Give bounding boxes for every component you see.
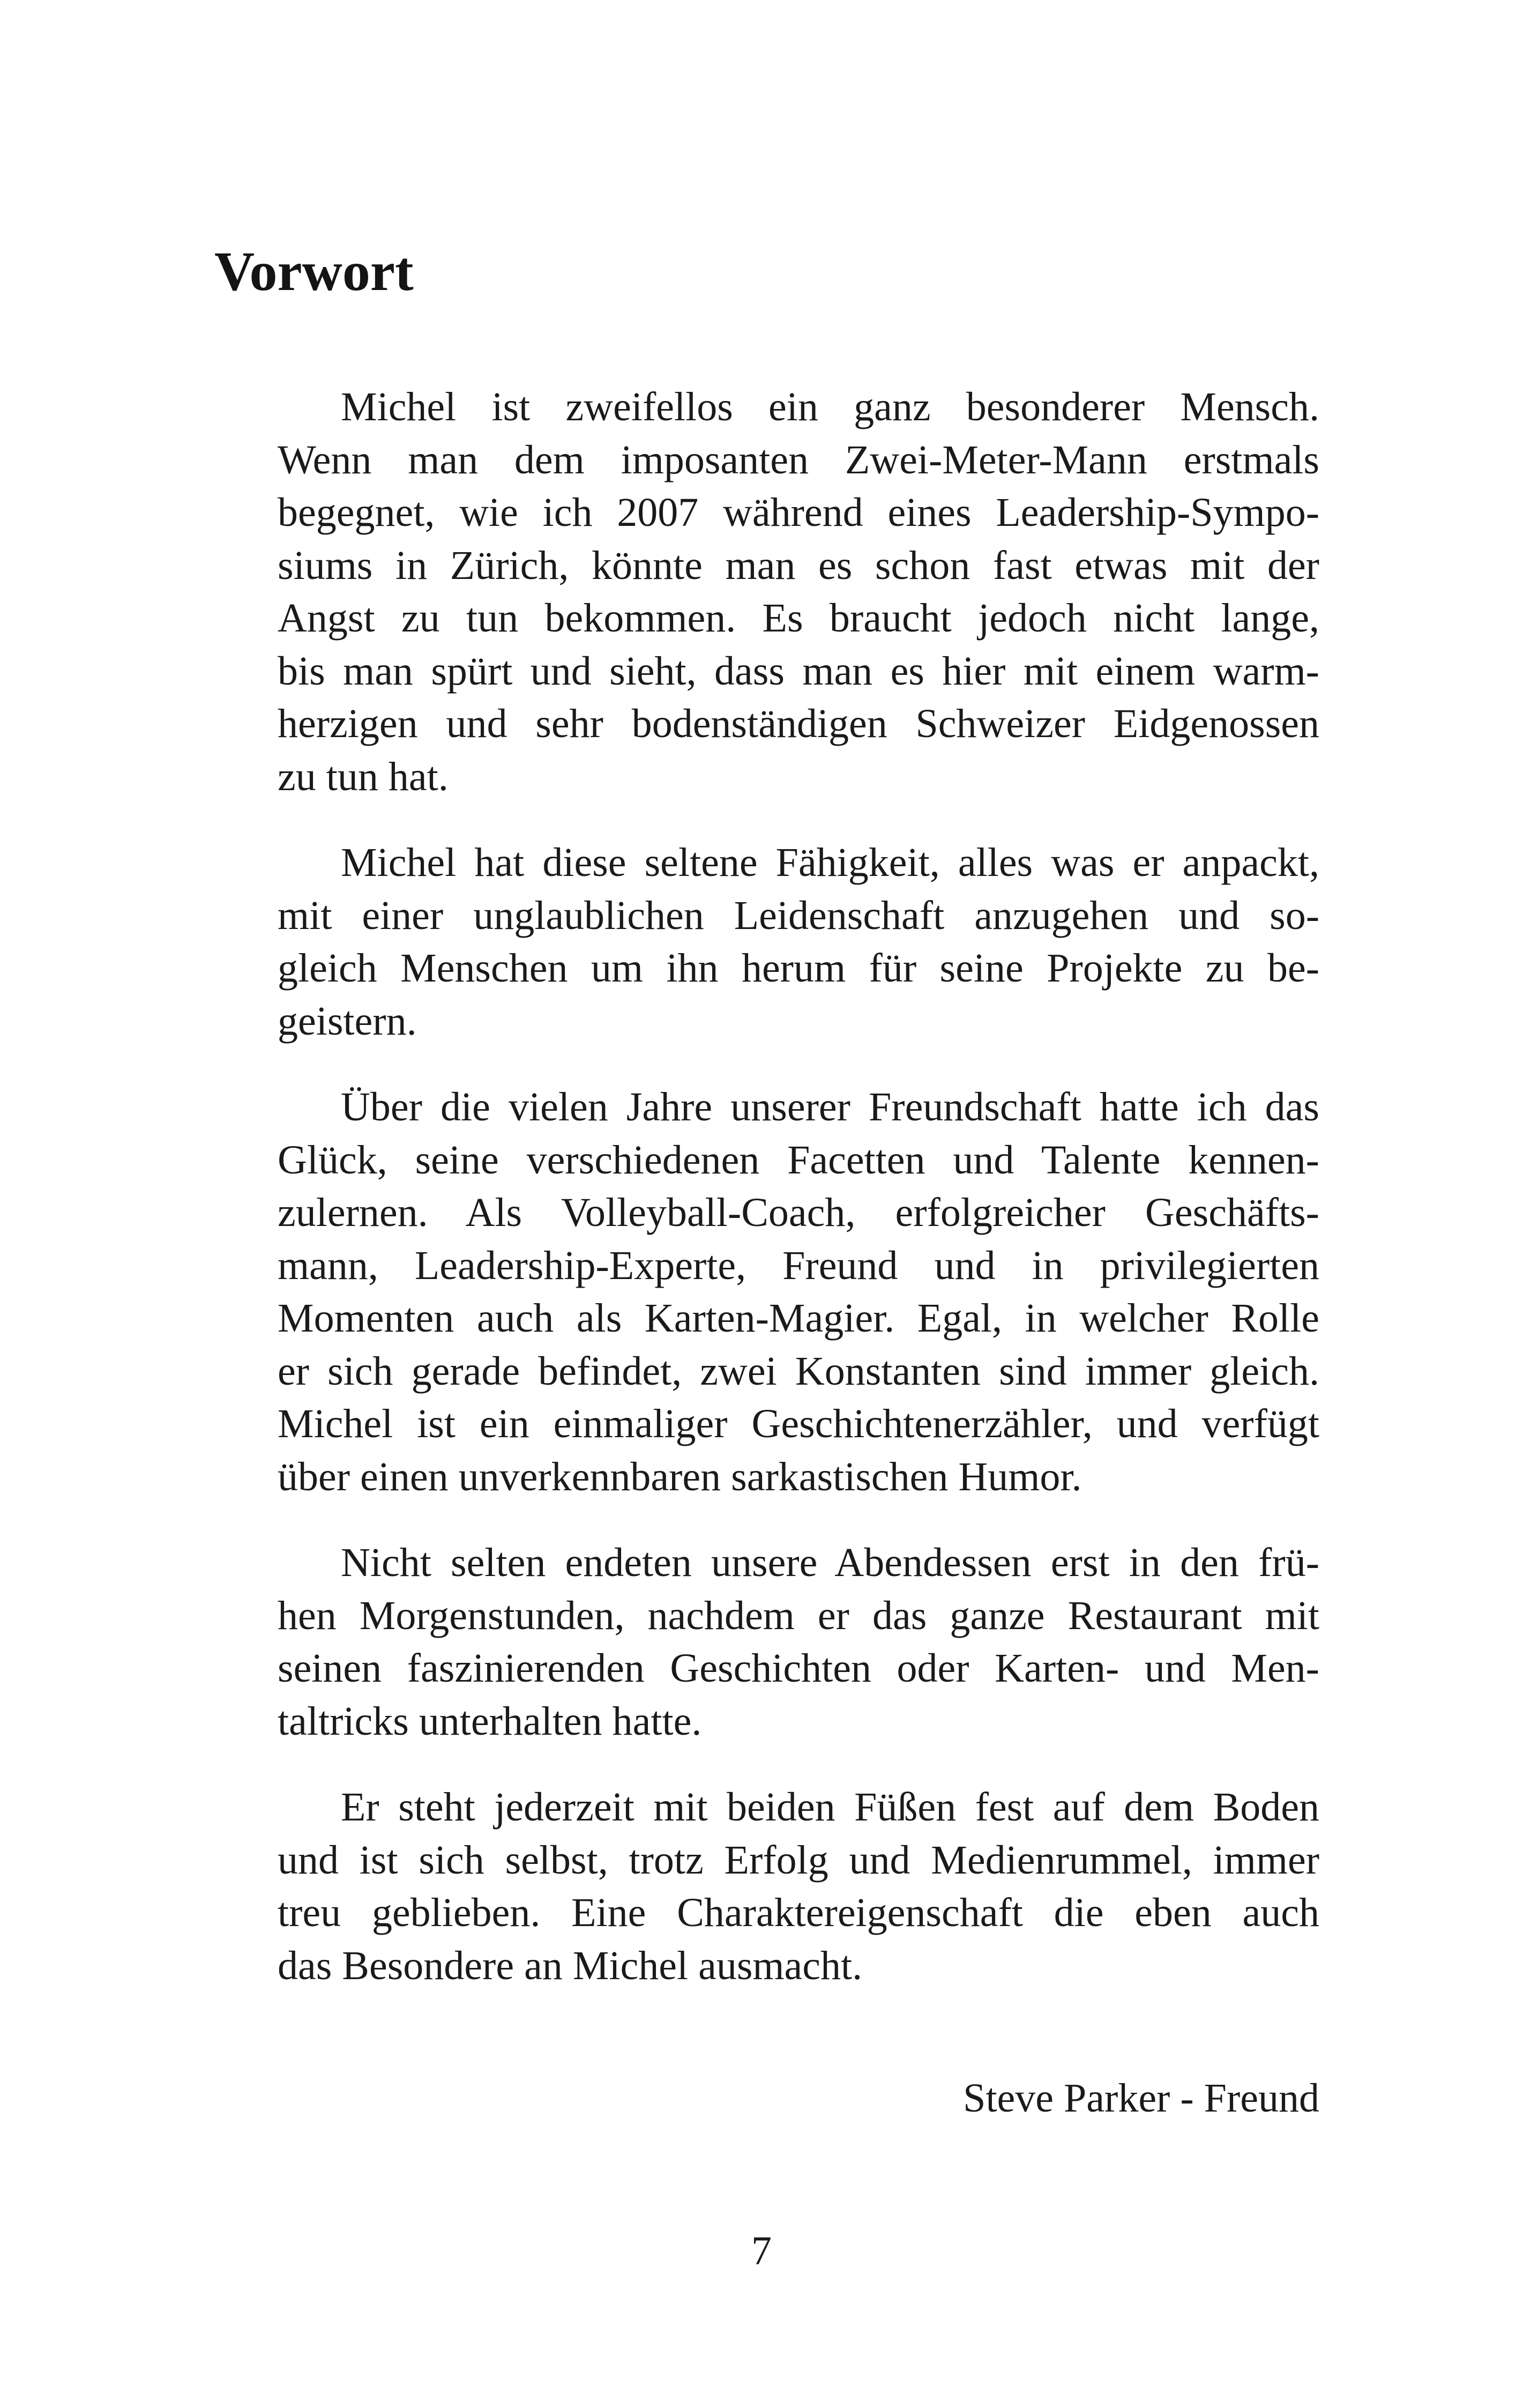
text-line: zulernen. Als Volleyball-Coach, erfolgreicher Geschäfts- <box>278 1190 1319 1235</box>
text-line: das Besondere an Michel ausmacht. <box>278 1943 863 1988</box>
body-text <box>214 381 1319 2025</box>
text-line: Michel hat diese seltene Fähigkeit, alles was er anpackt, <box>341 840 1319 885</box>
text-line: gleich Menschen um ihn herum für seine Projekte zu be- <box>278 946 1319 991</box>
text-line: zu tun hat. <box>278 754 449 799</box>
text-line: hen Morgenstunden, nachdem er das ganze Restaurant mit <box>278 1593 1319 1638</box>
text-line: mit einer unglaublichen Leidenschaft anzugehen und so- <box>278 893 1319 938</box>
text-line: über einen unverkennbaren sarkastischen Humor. <box>278 1454 1082 1499</box>
text-line: Wenn man dem imposanten Zwei-Meter-Mann erstmals <box>278 437 1319 482</box>
text-line: Über die vielen Jahre unserer Freundschaft hatte ich das <box>341 1084 1319 1129</box>
text-line: mann, Leadership-Experte, Freund und in privilegierten <box>278 1243 1319 1288</box>
page-number: 7 <box>751 2228 772 2273</box>
text-line: treu geblieben. Eine Charaktereigenschaft die eben auch <box>278 1890 1319 1935</box>
text-line: seinen faszinierenden Geschichten oder Karten- und Men- <box>278 1646 1319 1691</box>
paragraph-3 <box>214 1081 1319 1503</box>
text-line: geistern. <box>278 998 417 1044</box>
text-line: Michel ist zweifellos ein ganz besonderer Mensch. <box>341 384 1319 429</box>
paragraph-2 <box>214 836 1319 1047</box>
text-line: taltricks unterhalten hatte. <box>278 1698 702 1744</box>
text-line: Michel ist ein einmaliger Geschichtenerzähler, und verfügt <box>278 1401 1319 1446</box>
text-line: Momenten auch als Karten-Magier. Egal, in welcher Rolle <box>278 1296 1319 1341</box>
paragraph-1 <box>214 381 1319 803</box>
text-line: und ist sich selbst, trotz Erfolg und Medienrummel, immer <box>278 1837 1319 1883</box>
text-line: herzigen und sehr bodenständigen Schweizer Eidgenossen <box>278 701 1319 746</box>
text-line: Nicht selten endeten unsere Abendessen erst in den frü- <box>341 1540 1319 1585</box>
text-line: siums in Zürich, könnte man es schon fast etwas mit der <box>278 542 1319 588</box>
text-line: er sich gerade befindet, zwei Konstanten sind immer gleich. <box>278 1348 1319 1394</box>
paragraph-4 <box>214 1536 1319 1748</box>
paragraph-5 <box>214 1781 1319 1992</box>
text-line: bis man spürt und sieht, dass man es hier mit einem warm- <box>278 648 1319 694</box>
author-signature: Steve Parker - Freund <box>963 2076 1319 2121</box>
text-line: Er steht jederzeit mit beiden Füßen fest auf dem Boden <box>341 1785 1319 1830</box>
text-line: Angst zu tun bekommen. Es braucht jedoch nicht lange, <box>278 596 1319 641</box>
text-line: begegnet, wie ich 2007 während eines Leadership-Sympo- <box>278 490 1319 535</box>
text-line: Glück, seine verschiedenen Facetten und Talente kennen- <box>278 1137 1319 1183</box>
chapter-title: Vorwort <box>214 241 414 302</box>
